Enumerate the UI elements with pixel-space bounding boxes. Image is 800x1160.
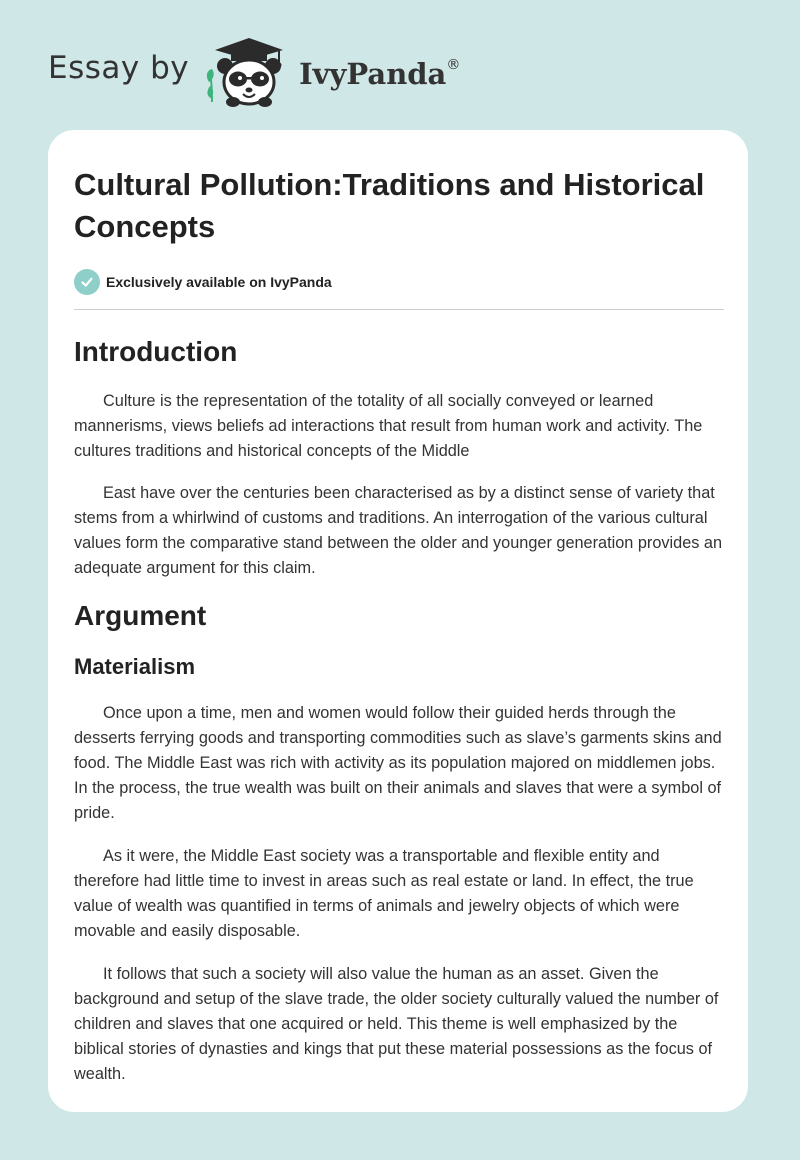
brand-header (48, 36, 460, 108)
check-circle-icon (74, 269, 100, 295)
paragraph: East have over the centuries been characterised as by a distinct sense of variety that stems from a whirlwind of customs and traditions. An interrogation of the various cultural values form the comparative stand between the older and younger generation provides an adequate argument for this claim. (74, 484, 723, 577)
panda-logo-icon[interactable] (203, 36, 295, 108)
heading-introduction: Introduction (74, 336, 238, 367)
brand-name-text: IvyPanda (299, 57, 447, 91)
brand-name[interactable] (299, 57, 460, 91)
essay-card (48, 130, 748, 1112)
registered-mark: ® (446, 57, 461, 74)
title-divider (74, 309, 724, 310)
paragraph: As it were, the Middle East society was a transportable and flexible entity and therefore had little time to invest in areas such as real estate or land. In effect, the true value of wealth was quantified in terms of animals and jewelry objects of which were movable and easily disposable. (74, 847, 694, 940)
paragraph: Culture is the representation of the totality of all socially conveyed or learned mannerisms, views beliefs ad interactions that result from human work and activity. The cultures traditions and historical concepts of the Middle (74, 392, 703, 460)
paragraph: Once upon a time, men and women would follow their guided herds through the desserts ferrying goods and transporting commodities such as slave’s garments skins and food. The Middle East was rich with activity as its population majored on middlemen jobs. In the process, the true wealth was built on their animals and slaves that were a symbol of pride. (74, 704, 722, 822)
essay-content (74, 164, 724, 1087)
heading-argument: Argument (74, 600, 207, 631)
subheading-materialism: Materialism (74, 654, 196, 679)
exclusive-badge-label: Exclusively available on IvyPanda (106, 274, 332, 290)
exclusive-badge (74, 268, 724, 296)
brand-prefix: Essay by (48, 50, 190, 86)
paragraph: It follows that such a society will also value the human as an asset. Given the background and setup of the slave trade, the older society culturally valued the number of children and slaves that one acquired or held. This theme is well emphasized by the biblical stories of dynasties and kings that put these material possessions as the focus of wealth. (74, 965, 719, 1083)
essay-title: Cultural Pollution:Traditions and Historical Concepts (74, 167, 705, 244)
